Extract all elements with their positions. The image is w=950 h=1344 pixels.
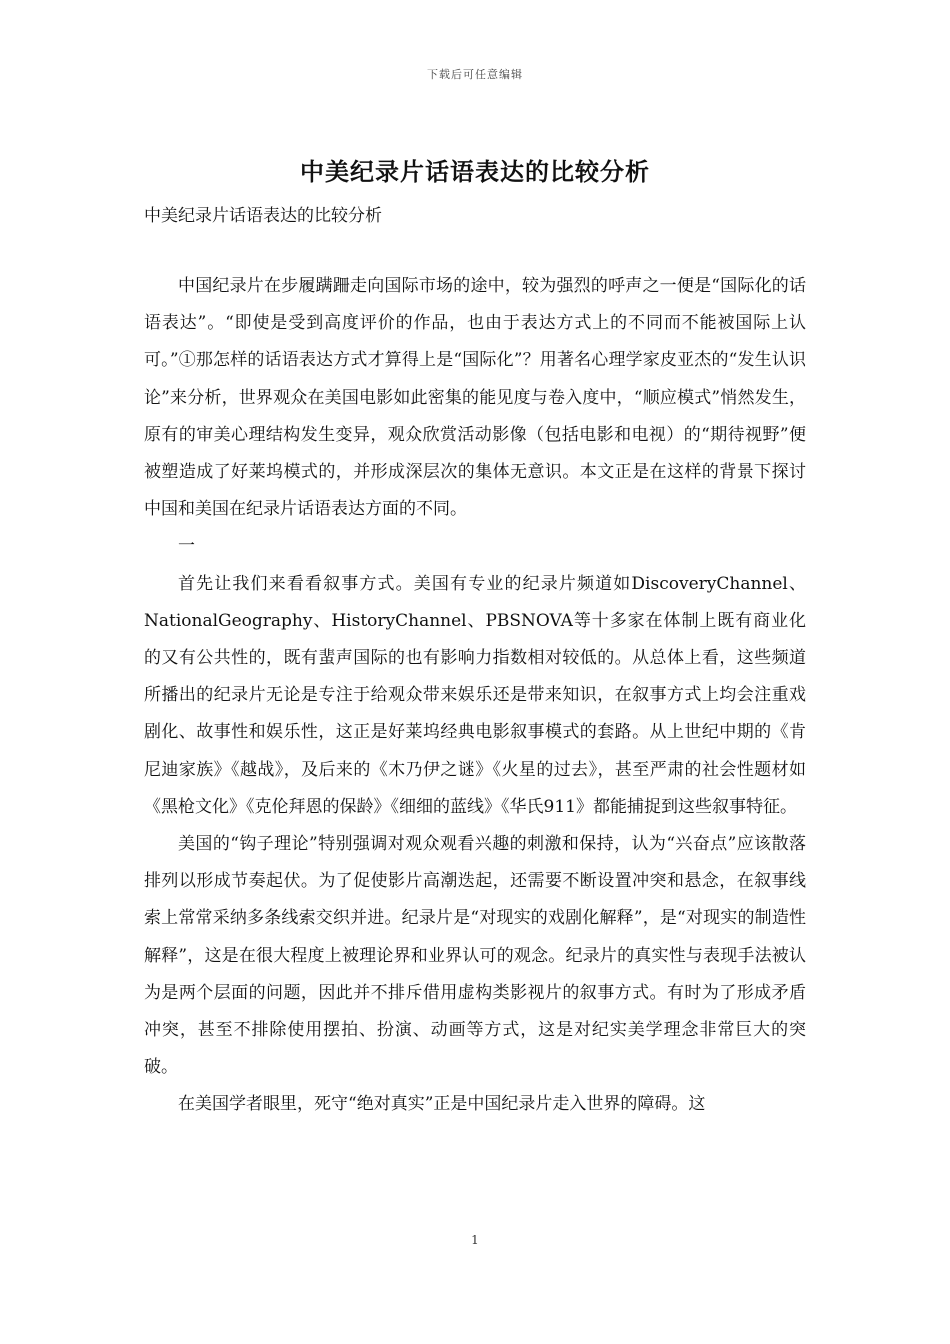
paragraph-hook-theory: 美国的“钩子理论”特别强调对观众观看兴趣的刺激和保持，认为“兴奋点”应该散落排列以形成节奏起伏。为了促使影片高潮迭起，还需要不断设置冲突和悬念，在叙事线索上常常采纳多条线索交织并进。纪录片是“对现实的戏剧化解释”，是“对现实的制造性解释”，这是在很大程度上被理论界和业界认可的观念。纪录片的真实性与表现手法被认为是两个层面的问题，因此并不排斥借用虚构类影视片的叙事方式。有时为了形成矛盾冲突，甚至不排除使用摆拍、扮演、动画等方式，这是对纪实美学理念非常巨大的突破。 (144, 834, 806, 1078)
paragraph-narrative-style: 首先让我们来看看叙事方式。美国有专业的纪录片频道如DiscoveryChannel、NationalGeography、HistoryChannel、PBSNOVA等十多家在体制上既有商业化的又有公共性的，既有蜚声国际的也有影响力指数相对较低的。从总体上看，这些频道所播出的纪录片无论是专注于给观众带来娱乐还是带来知识，在叙事方式上均会注重戏剧化、故事性和娱乐性，这正是好莱坞经典电影叙事模式的套路。从上世纪中期的《肯尼迪家族》《越战》，及后来的《木乃伊之谜》《火星的过去》，甚至严肃的社会性题材如《黑枪文化》《克伦拜恩的保龄》《细细的蓝线》《华氏911》都能捕捉到这些叙事特征。 (144, 573, 806, 817)
paragraph-absolute-truth: 在美国学者眼里，死守“绝对真实”正是中国纪录片走入世界的障碍。这 (178, 1094, 706, 1115)
document-subtitle: 中美纪录片话语表达的比较分析 (144, 206, 382, 226)
paragraph-intro: 中国纪录片在步履蹒跚走向国际市场的途中，较为强烈的呼声之一便是“国际化的话语表达”。“即使是受到高度评价的作品，也由于表达方式上的不同而不能被国际上认可。”①那怎样的话语表达方式才算得上是“国际化”？用著名心理学家皮亚杰的“发生认识论”来分析，世界观众在美国电影如此密集的能见度与卷入度中，“顺应模式”悄然发生，原有的审美心理结构发生变异，观众欣赏活动影像（包括电影和电视）的“期待视野”便被塑造成了好莱坞模式的，并形成深层次的集体无意识。本文正是在这样的背景下探讨中国和美国在纪录片话语表达方面的不同。 (144, 276, 806, 520)
header-note: 下载后可任意编辑 (427, 68, 523, 81)
document-title: 中美纪录片话语表达的比较分析 (300, 157, 650, 186)
page-number: 1 (471, 1233, 479, 1247)
document-body (144, 268, 806, 1124)
section-heading-one: 一 (178, 536, 195, 557)
